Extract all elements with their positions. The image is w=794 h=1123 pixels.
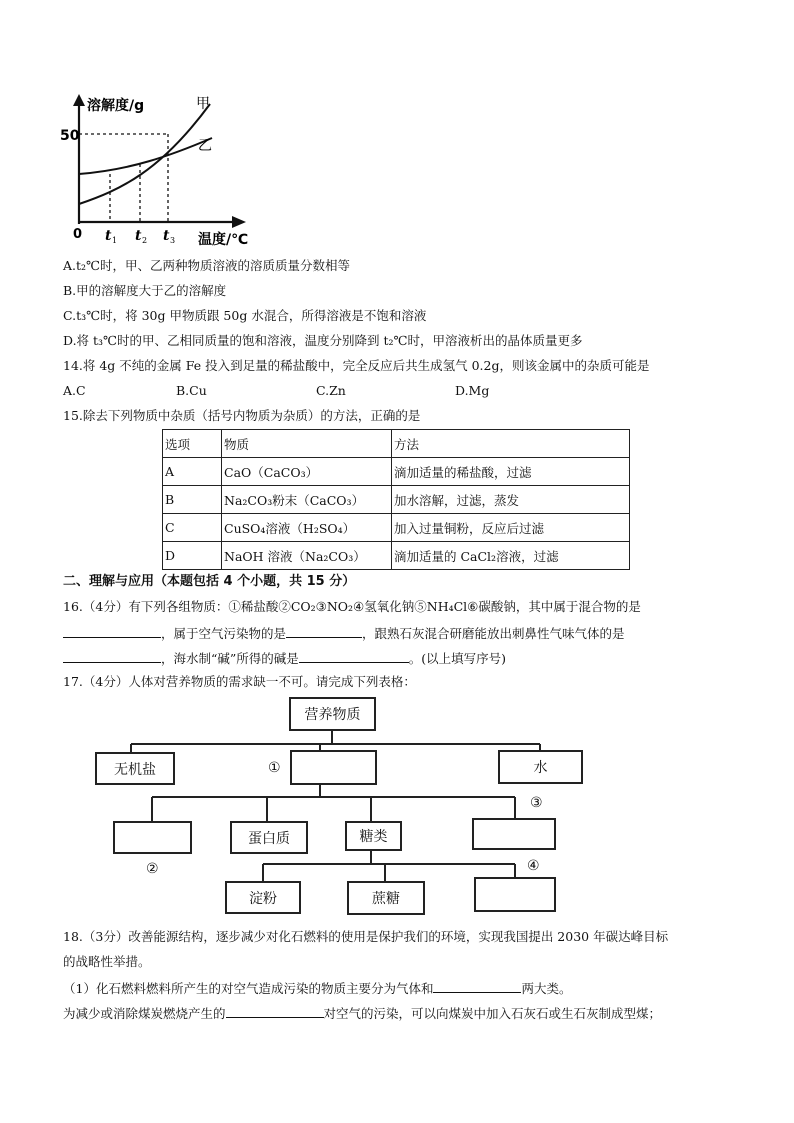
table-cell: NaOH 溶液（Na₂CO₃） (222, 542, 392, 570)
q18-text: 两大类。 (521, 981, 572, 996)
answer-blank[interactable] (433, 979, 521, 993)
q14-option-b: B.Cu (176, 383, 207, 398)
x-tick-t3: t (163, 228, 170, 244)
header-cell: 方法 (392, 430, 630, 458)
x-tick-t3-sub: 3 (170, 236, 176, 245)
q14-option-a: A.C (63, 383, 86, 398)
q18-line4 (63, 1004, 661, 1022)
x-axis-label: 温度/℃ (198, 232, 249, 248)
q16-text: ，海水制“碱”所得的碱是 (161, 651, 299, 666)
q18-line3 (63, 979, 571, 997)
y-axis-label: 溶解度/g (87, 98, 145, 114)
section-heading: 二、理解与应用（本题包括 4 个小题，共 15 分） (63, 574, 356, 589)
q18-text: 对空气的污染，可以向煤炭中加入石灰石或生石灰制成型煤； (323, 1006, 662, 1021)
q13-option-b: B.甲的溶解度大于乙的溶解度 (63, 283, 227, 298)
q13-option-a: A.t₂℃时，甲、乙两种物质溶液的溶质质量分数相等 (63, 258, 351, 273)
table-cell: Na₂CO₃粉末（CaCO₃） (222, 486, 392, 514)
answer-box-3[interactable] (472, 818, 556, 850)
q18-line2: 的战略性举措。 (63, 954, 151, 969)
answer-box-2[interactable] (113, 821, 192, 854)
header-cell: 选项 (163, 430, 222, 458)
table-cell: 滴加适量的稀盐酸，过滤 (392, 458, 630, 486)
y-tick-50: 50 (60, 128, 80, 144)
q16-text: 。(以上填写序号) (408, 651, 507, 666)
q15-stem: 15.除去下列物质中杂质（括号内物质为杂质）的方法，正确的是 (63, 408, 421, 423)
table-cell: CaO（CaCO₃） (222, 458, 392, 486)
x-tick-t2: t (135, 228, 142, 244)
marker-3: ③ (530, 795, 543, 811)
answer-blank[interactable] (226, 1004, 324, 1018)
q18-line1: 18.（3分）改善能源结构，逐步减少对化石燃料的使用是保护我们的环境，实现我国提出 2030 年碳达峰目标 (63, 929, 669, 944)
q18-text: （1）化石燃料燃料所产生的对空气造成污染的物质主要分为气体和 (63, 981, 434, 996)
q16-text: ，属于空气污染物的是 (161, 626, 287, 641)
q14-stem: 14.将 4g 不纯的金属 Fe 投入到足量的稀盐酸中，完全反应后共生成氢气 0.2g，则该金属中的杂质可能是 (63, 358, 650, 373)
table-cell: 加水溶解，过滤，蒸发 (392, 486, 630, 514)
answer-box-4[interactable] (474, 877, 556, 912)
origin-label: 0 (73, 227, 83, 242)
table-cell: B (163, 486, 222, 514)
q16-text: ，跟熟石灰混合研磨能放出刺鼻性气味气体的是 (362, 626, 625, 641)
q18-text: 为减少或消除煤炭燃烧产生的 (63, 1006, 226, 1021)
node-sugar: 糖类 (345, 821, 402, 851)
x-tick-t1-sub: 1 (112, 236, 118, 245)
q14-option-c: C.Zn (316, 383, 346, 398)
node-protein: 蛋白质 (230, 821, 308, 854)
x-tick-t1: t (105, 228, 112, 244)
node-water: 水 (498, 750, 583, 784)
marker-4: ④ (527, 858, 540, 874)
table-cell: CuSO₄溶液（H₂SO₄） (222, 514, 392, 542)
q16-line1: 16.（4分）有下列各组物质：①稀盐酸②CO₂③NO₂④氢氧化钠⑤NH₄Cl⑥碳酸钠，其中属于混合物的是 (63, 599, 641, 614)
marker-2: ② (146, 861, 159, 877)
marker-1: ① (268, 760, 281, 776)
q13-option-c: C.t₃℃时，将 30g 甲物质跟 50g 水混合，所得溶液是不饱和溶液 (63, 308, 427, 323)
node-sucrose: 蔗糖 (347, 881, 425, 915)
curve-a-label: 甲 (196, 96, 210, 112)
node-mineral-salt: 无机盐 (95, 752, 175, 785)
answer-box-1[interactable] (290, 750, 377, 785)
curve-b-label: 乙 (198, 138, 212, 154)
header-cell: 物质 (222, 430, 392, 458)
table-cell: D (163, 542, 222, 570)
q13-option-d: D.将 t₃℃时的甲、乙相同质量的饱和溶液，温度分别降到 t₂℃时，甲溶液析出的晶体质量更多 (63, 333, 583, 348)
table-cell: 加入过量铜粉，反应后过滤 (392, 514, 630, 542)
q17-stem: 17.（4分）人体对营养物质的需求缺一不可。请完成下列表格： (63, 674, 416, 689)
q14-option-d: D.Mg (455, 383, 490, 398)
node-starch: 淀粉 (225, 881, 301, 914)
x-tick-t2-sub: 2 (142, 236, 148, 245)
table-cell: A (163, 458, 222, 486)
node-nutrients: 营养物质 (289, 697, 376, 731)
table-cell: C (163, 514, 222, 542)
table-cell: 滴加适量的 CaCl₂溶液，过滤 (392, 542, 630, 570)
